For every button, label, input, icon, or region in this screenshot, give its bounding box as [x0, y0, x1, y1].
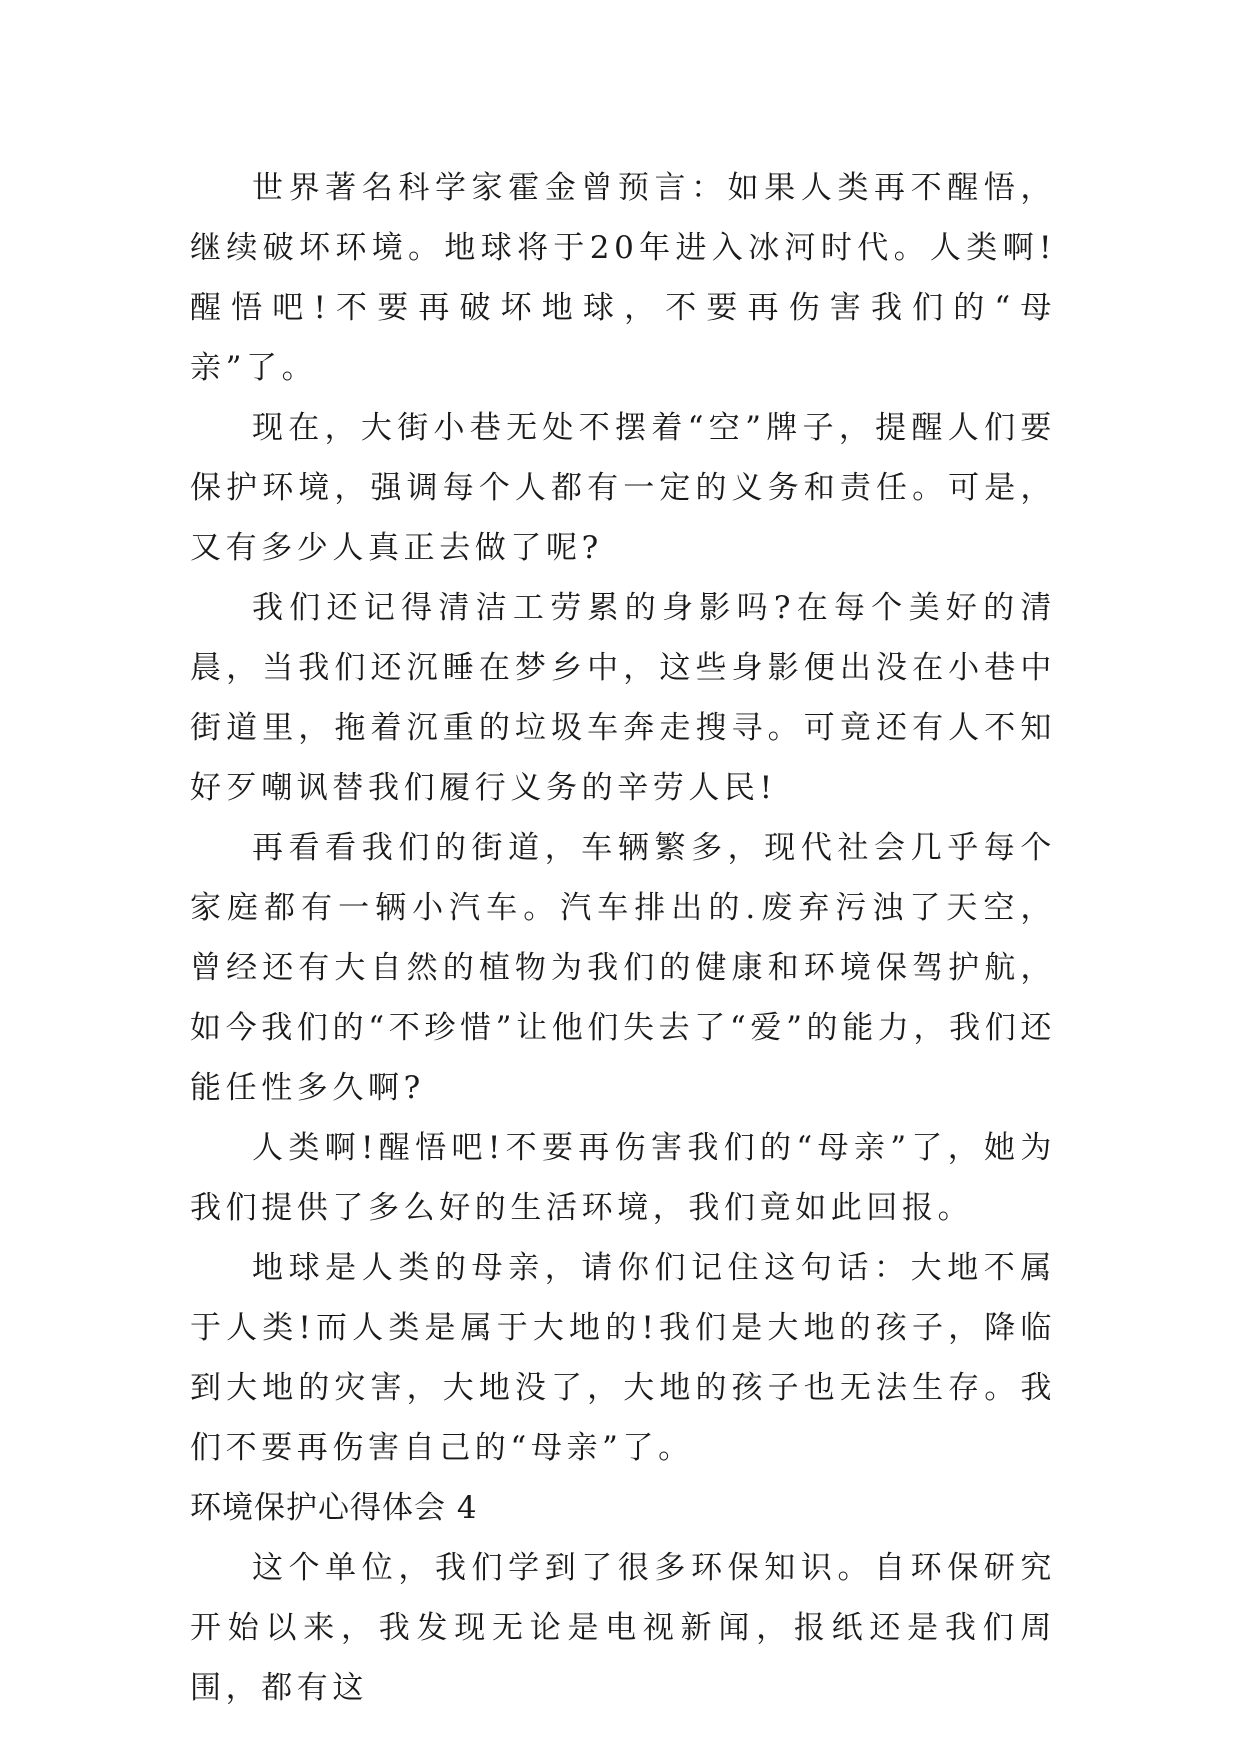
section-heading: 环境保护心得体会 4	[190, 1490, 478, 1526]
paragraph-wake-up: 人类啊!醒悟吧!不要再伤害我们的“母亲”了，她为我们提供了多么好的生活环境，我们竟如此回报。	[190, 1130, 1056, 1226]
paragraph-earth-mother: 地球是人类的母亲，请你们记住这句话：大地不属于人类!而人类是属于大地的!我们是大地的孩子，降临到大地的灾害，大地没了，大地的孩子也无法生存。我们不要再伤害自己的“母亲”了。	[190, 1250, 1056, 1466]
paragraph-vehicles: 再看看我们的街道，车辆繁多，现代社会几乎每个家庭都有一辆小汽车。汽车排出的.废弃污浊了天空，曾经还有大自然的植物为我们的健康和环境保驾护航，如今我们的“不珍惜”让他们失去了“爱”的能力，我们还能任性多久啊?	[190, 830, 1056, 1106]
paragraph-hawking-prophecy: 世界著名科学家霍金曾预言：如果人类再不醒悟，继续破坏环境。地球将于20年进入冰河时代。人类啊!醒悟吧!不要再破坏地球，不要再伤害我们的“母亲”了。	[190, 170, 1056, 386]
paragraph-unit-intro: 这个单位，我们学到了很多环保知识。自环保研究开始以来，我发现无论是电视新闻，报纸还是我们周围，都有这	[190, 1550, 1056, 1706]
paragraph-street-signs: 现在，大街小巷无处不摆着“空”牌子，提醒人们要保护环境，强调每个人都有一定的义务和责任。可是，又有多少人真正去做了呢?	[190, 410, 1056, 566]
paragraph-cleaners: 我们还记得清洁工劳累的身影吗?在每个美好的清晨，当我们还沉睡在梦乡中，这些身影便出没在小巷中街道里，拖着沉重的垃圾车奔走搜寻。可竟还有人不知好歹嘲讽替我们履行义务的辛劳人民!	[190, 590, 1056, 806]
document-body	[190, 158, 1056, 1718]
